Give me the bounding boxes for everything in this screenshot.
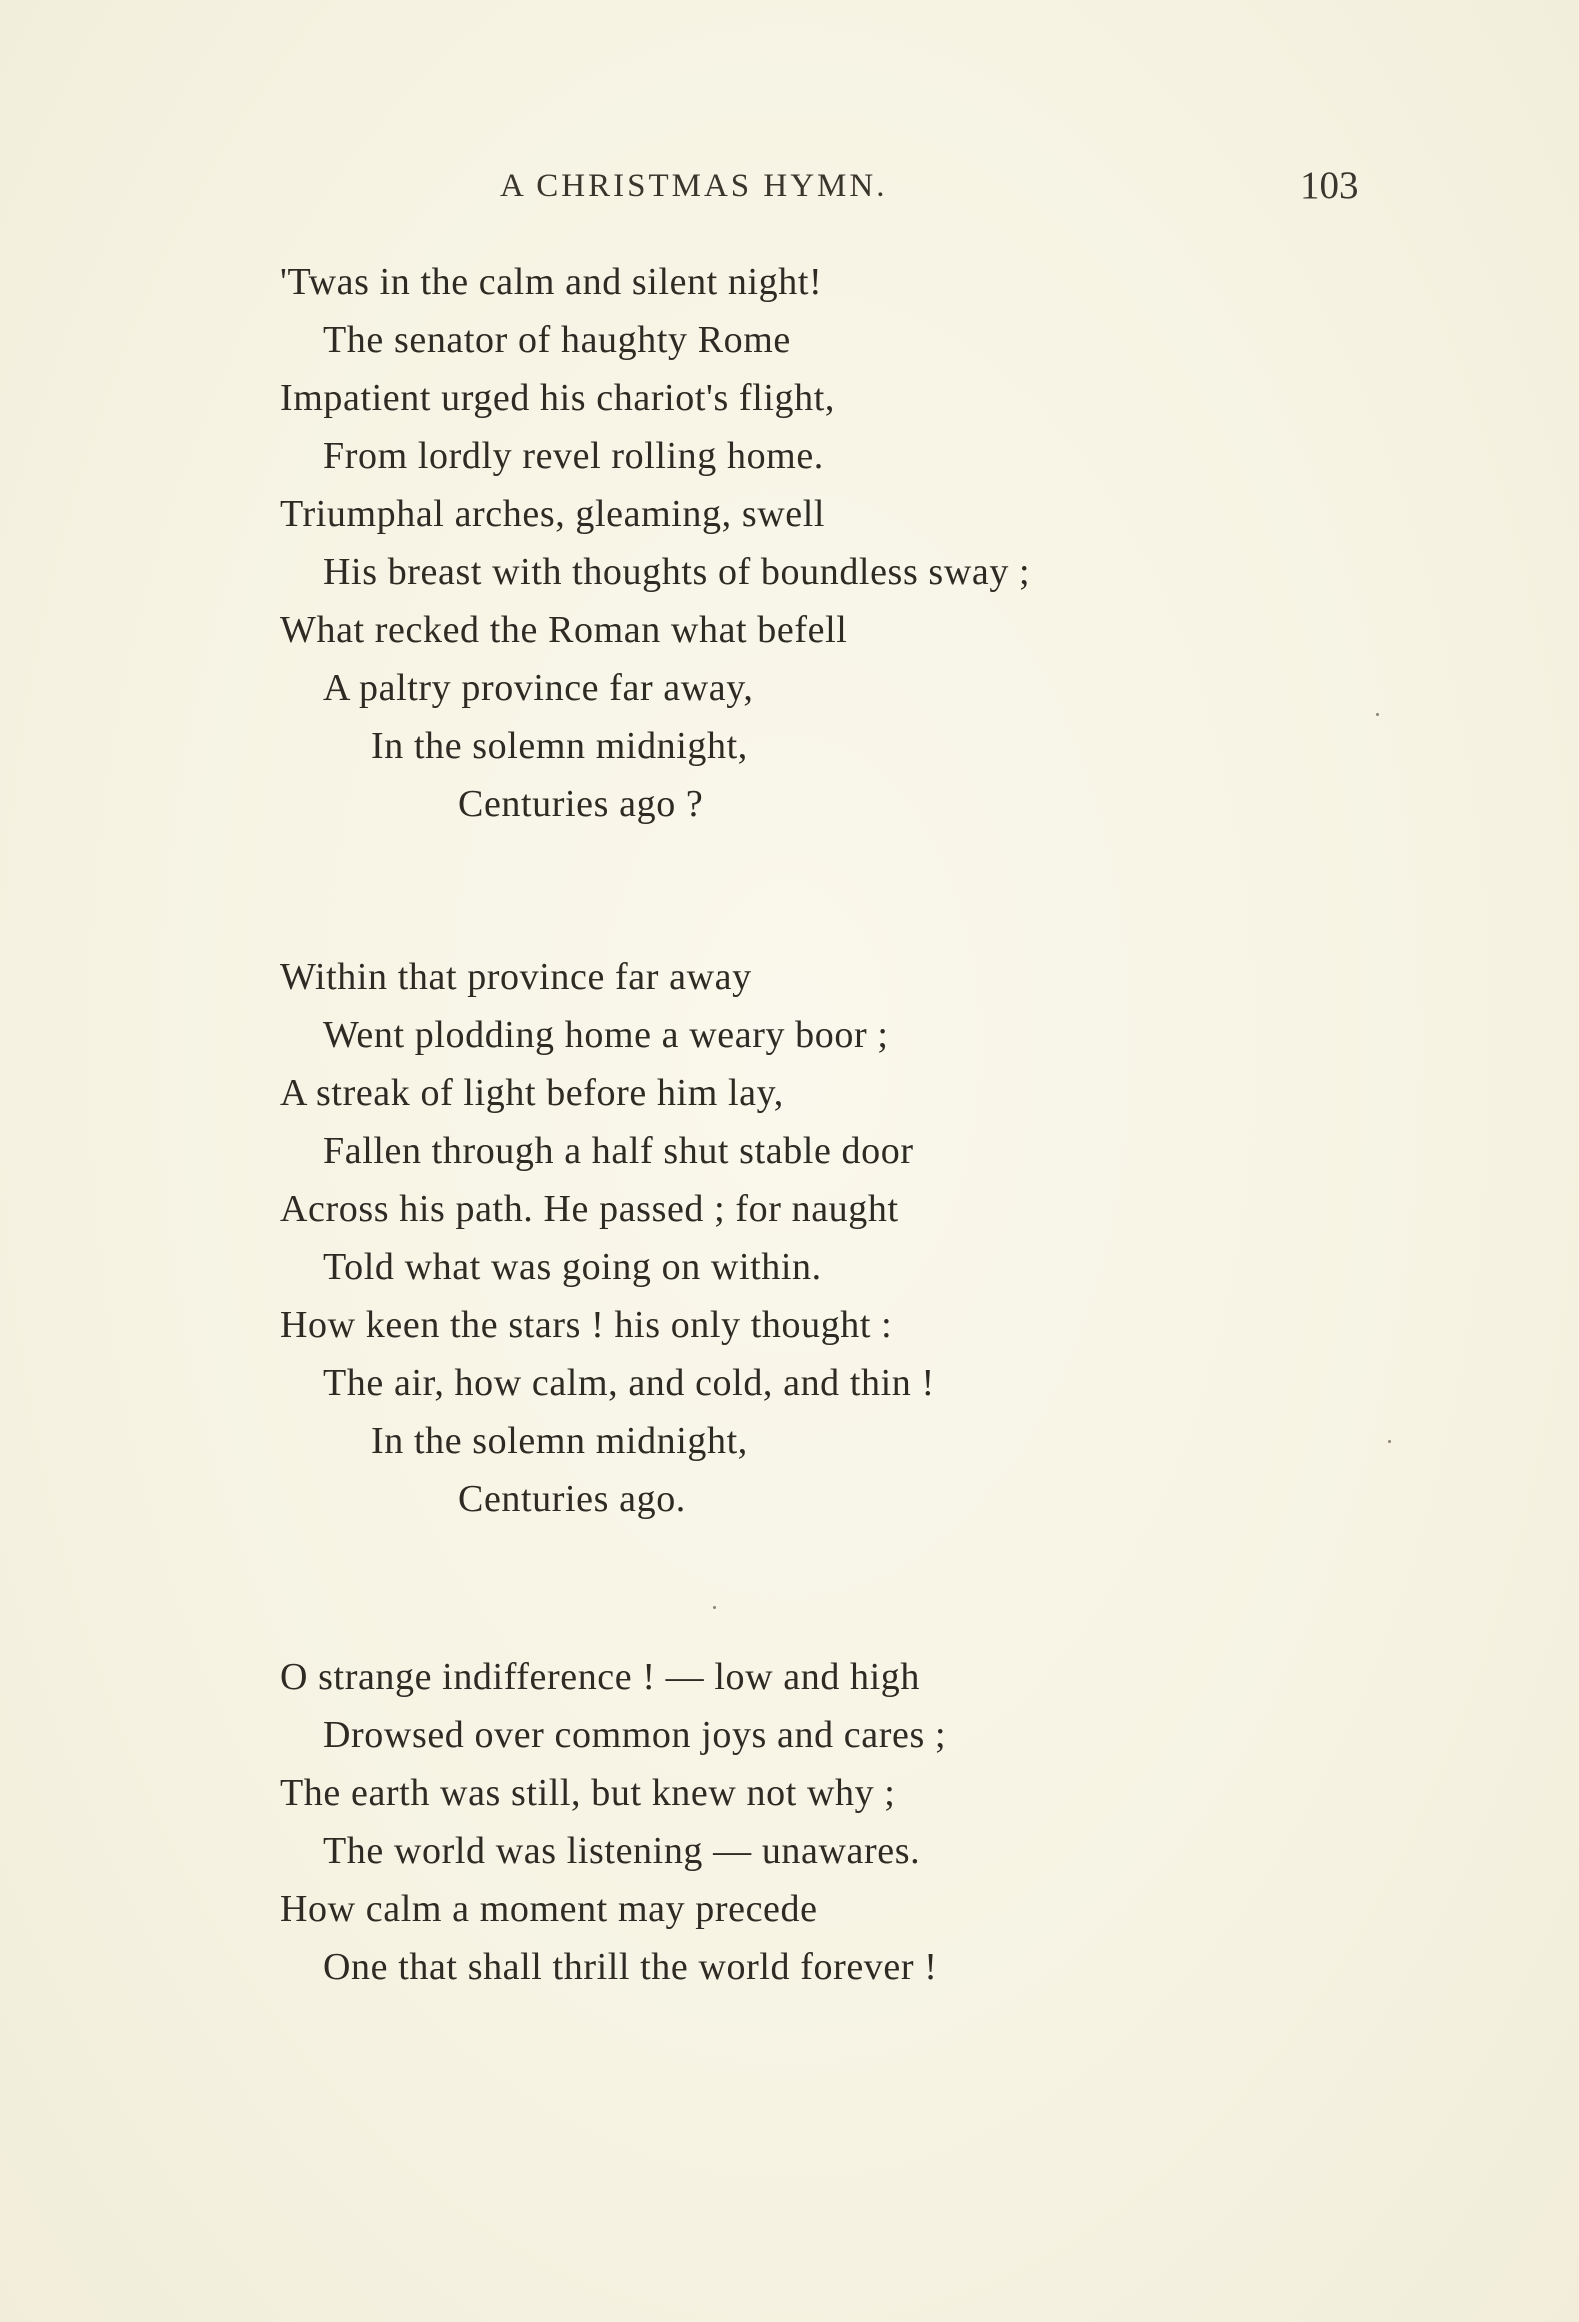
- poem-line: The senator of haughty Rome: [323, 319, 791, 361]
- ink-speck: [713, 1606, 716, 1609]
- poem-line: A streak of light before him lay,: [280, 1072, 784, 1114]
- poem-line: Told what was going on within.: [323, 1246, 822, 1288]
- poem-line: How keen the stars ! his only thought :: [280, 1304, 893, 1346]
- poem-line: The world was listening — unawares.: [323, 1830, 921, 1872]
- poem-line: What recked the Roman what befell: [280, 609, 848, 651]
- page-number: 103: [1300, 164, 1359, 207]
- poem-line: A paltry province far away,: [323, 667, 754, 709]
- poem-line: Drowsed over common joys and cares ;: [323, 1714, 947, 1756]
- poem-line: Within that province far away: [280, 956, 752, 998]
- poem-line: Centuries ago ?: [458, 783, 704, 825]
- poem-line: Impatient urged his chariot's flight,: [280, 377, 835, 419]
- poem-line: Went plodding home a weary boor ;: [323, 1014, 889, 1056]
- ink-speck: [1388, 1440, 1391, 1443]
- poem-line: His breast with thoughts of boundless sway ;: [323, 551, 1031, 593]
- poem-line: One that shall thrill the world forever !: [323, 1946, 938, 1988]
- poem-line: From lordly revel rolling home.: [323, 435, 824, 477]
- running-title: A CHRISTMAS HYMN.: [500, 168, 888, 204]
- poem-line: 'Twas in the calm and silent night!: [280, 261, 823, 303]
- poem-line: Centuries ago.: [458, 1478, 686, 1520]
- poem-line: Across his path. He passed ; for naught: [280, 1188, 899, 1230]
- poem-line: Fallen through a half shut stable door: [323, 1130, 914, 1172]
- poem-line: The air, how calm, and cold, and thin !: [323, 1362, 935, 1404]
- poem-line: In the solemn midnight,: [371, 725, 748, 767]
- poem-line: How calm a moment may precede: [280, 1888, 818, 1930]
- poem-line: The earth was still, but knew not why ;: [280, 1772, 896, 1814]
- poem-line: Triumphal arches, gleaming, swell: [280, 493, 826, 535]
- poem-line: O strange indifference ! — low and high: [280, 1656, 921, 1698]
- ink-speck: [1376, 713, 1379, 716]
- poem-line: In the solemn midnight,: [371, 1420, 748, 1462]
